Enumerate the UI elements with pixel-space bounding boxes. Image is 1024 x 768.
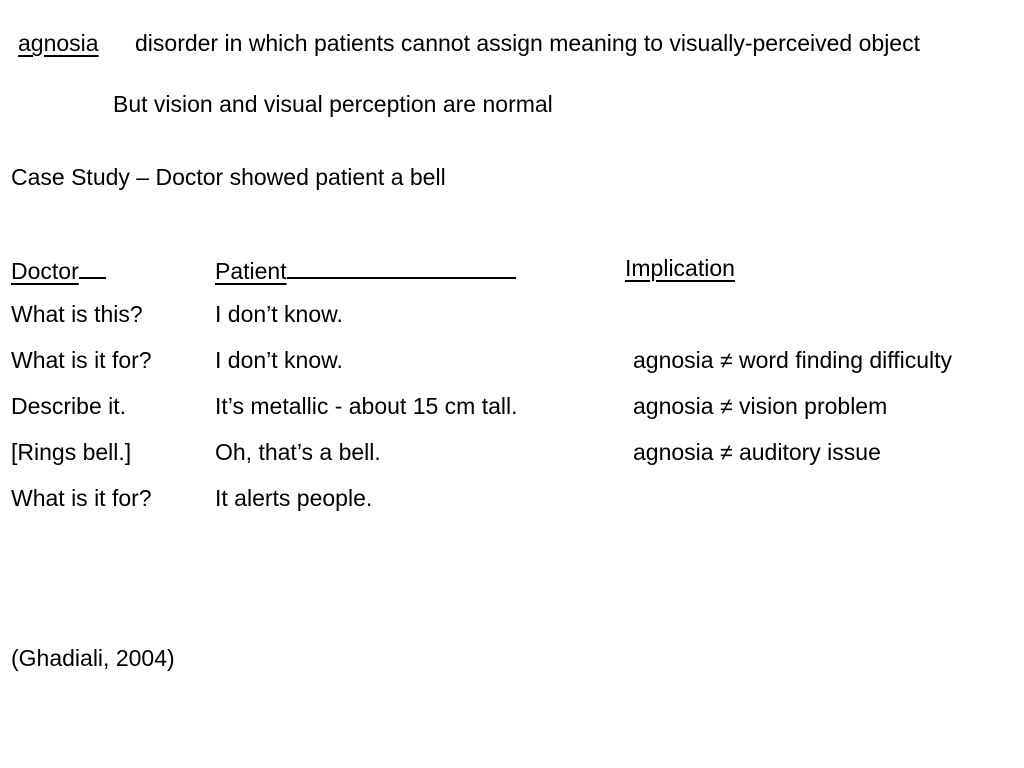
table-row-1-patient: I don’t know. <box>215 301 343 327</box>
table-row-1-doctor: What is this? <box>11 301 143 327</box>
definition-text: disorder in which patients cannot assign meaning to visually-perceived object <box>135 30 920 56</box>
table-row-3-patient: It’s metallic - about 15 cm tall. <box>215 393 518 419</box>
table-row-5-patient: It alerts people. <box>215 485 373 511</box>
table-row-4-patient: Oh, that’s a bell. <box>215 439 381 465</box>
header-doctor-label: Doctor <box>11 258 79 284</box>
table-row-4-implication: agnosia ≠ auditory issue <box>633 439 881 465</box>
header-patient <box>215 257 516 283</box>
table-row-3-implication: agnosia ≠ vision problem <box>633 393 888 419</box>
header-doctor <box>11 257 106 283</box>
header-implication: Implication <box>625 255 735 281</box>
table-row-2-implication: agnosia ≠ word finding difficulty <box>633 347 953 373</box>
table-row-2-patient: I don’t know. <box>215 347 343 373</box>
table-row-5-doctor: What is it for? <box>11 485 152 511</box>
table-row-2-doctor: What is it for? <box>11 347 152 373</box>
header-patient-label: Patient <box>215 258 287 284</box>
table-row-3-doctor: Describe it. <box>11 393 127 419</box>
table-row-4-doctor: [Rings bell.] <box>11 439 132 465</box>
definition-note: But vision and visual perception are normal <box>113 91 553 117</box>
header-doctor-underline <box>79 257 106 279</box>
case-study-title: Case Study – Doctor showed patient a bell <box>11 164 446 190</box>
header-patient-underline <box>287 257 516 279</box>
citation: (Ghadiali, 2004) <box>11 645 175 671</box>
term-agnosia: agnosia <box>18 30 99 56</box>
